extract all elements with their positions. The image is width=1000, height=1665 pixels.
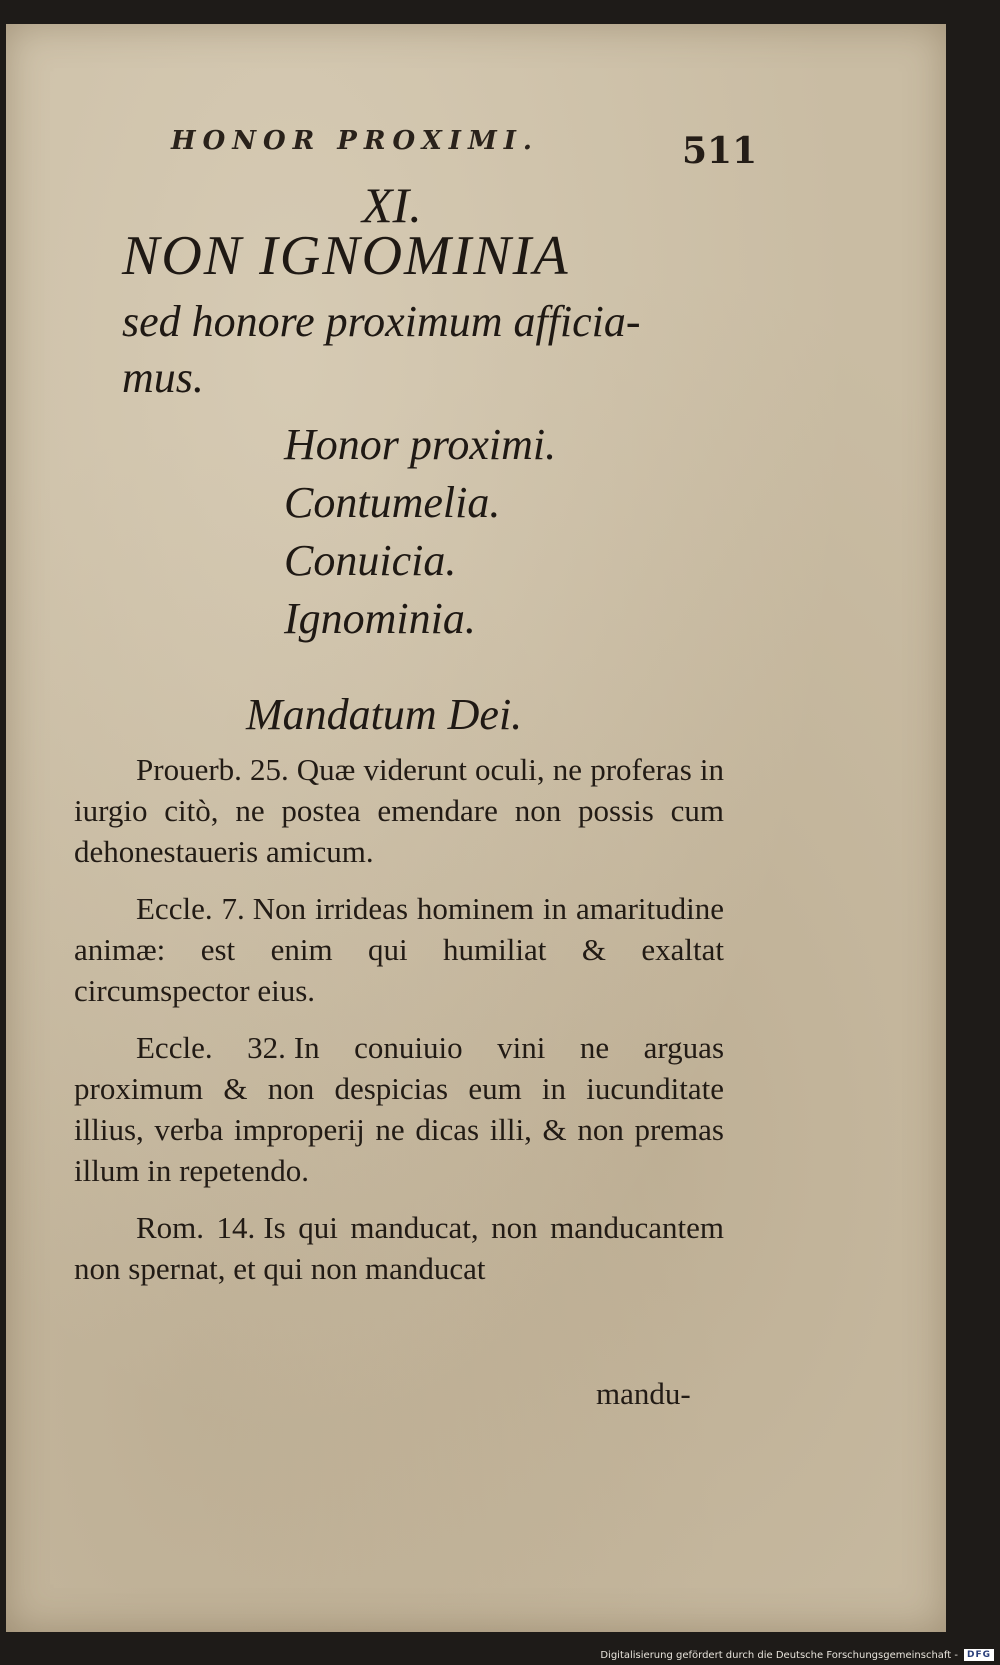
citation-text: Non irrideas hominem in amaritudine animæ: est enim qui humiliat & exaltat circumspector eius. <box>74 891 725 1008</box>
chapter-subtitle-line-1: sed honore proximum afficia- <box>122 297 641 346</box>
digitization-credit <box>600 1649 994 1661</box>
citation-text: In conuiuio vini ne arguas proximum & non despicias eum in iucunditate illius, verba improperij ne dicas illi, & non premas illum in repetendo. <box>74 1030 725 1188</box>
citation-reference: Eccle. 7. <box>136 891 245 926</box>
citation-list <box>74 749 724 1305</box>
citation-text: Quæ viderunt oculi, ne proferas in iurgio citò, ne postea emendare non possis cum dehonestaueris amicum. <box>74 752 725 869</box>
citation-paragraph <box>74 749 724 872</box>
chapter-title: NON IGNOMINIA <box>122 225 570 287</box>
citation-paragraph <box>74 1027 724 1191</box>
credit-text: Digitalisierung gefördert durch die Deutsche Forschungsgemeinschaft - <box>600 1649 958 1661</box>
citation-reference: Eccle. 32. <box>136 1030 286 1065</box>
citation-text: Is qui manducat, non manducantem non spernat, et qui non manducat <box>74 1210 724 1286</box>
citation-reference: Rom. 14. <box>136 1210 256 1245</box>
topic-item: Conuicia. <box>284 536 457 585</box>
dfg-logo-icon: DFG <box>964 1649 994 1661</box>
chapter-subtitle <box>122 294 641 406</box>
section-heading: Mandatum Dei. <box>246 690 523 739</box>
running-head: HONOR PROXIMI. <box>171 126 539 156</box>
catchword: mandu- <box>596 1376 691 1411</box>
chapter-number: XI. <box>362 177 422 233</box>
page-number: 511 <box>682 130 758 172</box>
chapter-subtitle-line-2: mus. <box>122 353 204 402</box>
topic-list <box>284 416 556 648</box>
topic-item: Contumelia. <box>284 478 501 527</box>
topic-item: Honor proximi. <box>284 420 557 469</box>
book-page <box>6 24 946 1632</box>
topic-item: Ignominia. <box>284 594 476 643</box>
citation-paragraph <box>74 888 724 1011</box>
citation-reference: Prouerb. 25. <box>136 752 289 787</box>
citation-paragraph <box>74 1207 724 1289</box>
